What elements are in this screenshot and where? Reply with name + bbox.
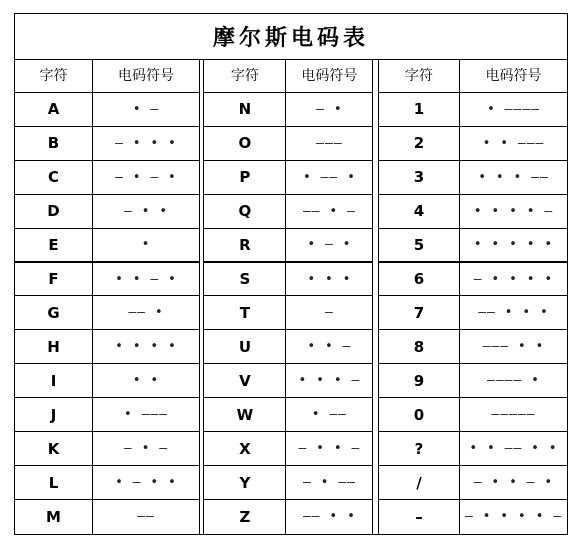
code-cell: – • • [123,203,169,219]
table-row [204,93,372,127]
table-row [15,195,199,229]
char-cell: E [15,229,93,261]
table-row [379,432,567,466]
char-cell: 5 [379,229,460,261]
char-cell: 4 [379,195,460,228]
code-cell: • • • – [298,373,361,389]
table-row [379,330,567,364]
code-cell: • • ––– [482,135,545,151]
table-row [379,195,567,229]
code-cell: • • • –– [478,169,549,185]
code-cell: • –––– [487,101,540,117]
table-row [204,161,372,195]
char-cell: 6 [379,263,460,296]
char-cell: T [204,296,286,329]
table-row [204,466,372,500]
code-cell: • –– • [302,169,356,185]
char-cell: 3 [379,161,460,194]
char-cell: F [15,263,93,296]
code-cell: • – • [307,237,352,253]
table-row [379,263,567,297]
code-cell: – • • • [115,135,177,151]
char-cell: N [204,93,286,126]
code-cell: – • • • • [473,271,554,287]
table-row [204,398,372,432]
code-cell: ––––– [491,407,536,423]
header-char: 字符 [204,59,286,92]
table-columns [15,59,567,534]
table-row [15,229,199,263]
table-row [379,161,567,195]
column-block-2 [204,59,373,534]
table-row [15,263,199,297]
table-row [379,229,567,263]
code-cell: • • [132,373,160,389]
code-cell: • • • [307,271,352,287]
code-cell: –––– • [487,373,540,389]
table-row [204,195,372,229]
header-char: 字符 [15,59,93,92]
table-row [15,296,199,330]
char-cell: S [204,263,286,296]
code-cell: – • • – [298,441,361,457]
char-cell: 8 [379,330,460,363]
char-cell: K [15,432,93,465]
char-cell: 9 [379,364,460,397]
char-cell: A [15,93,93,126]
table-row [379,500,567,534]
char-cell: J [15,398,93,431]
char-cell: D [15,195,93,228]
char-cell: G [15,296,93,329]
char-cell: P [204,161,286,194]
code-cell: • ––– [123,407,169,423]
table-row [379,127,567,161]
table-row [204,432,372,466]
table-row [204,364,372,398]
code-cell: – • • – • [473,475,554,491]
table-row [204,229,372,263]
code-cell: – • – • [115,169,177,185]
char-cell: 0 [379,398,460,431]
char-cell: C [15,161,93,194]
table-row [15,466,199,500]
table-row [379,398,567,432]
char-cell: V [204,364,286,397]
header-code: 电码符号 [485,68,542,85]
table-row [379,296,567,330]
table-row [379,466,567,500]
code-cell: – • – [123,441,169,457]
char-cell: 1 [379,93,460,126]
header-code: 电码符号 [118,68,174,85]
code-cell: – • • • • – [464,509,563,525]
code-cell: • • • • – [473,203,554,219]
header-row [15,59,199,93]
char-cell: Q [204,195,286,228]
morse-code-table [14,13,568,535]
char-cell: I [15,364,93,397]
code-cell: –– • – [302,203,356,219]
code-cell: • [141,237,151,253]
char-cell: / [379,466,460,499]
header-row [379,59,567,93]
code-cell: –– • • • [478,305,549,321]
table-row [204,500,372,534]
char-cell: M [15,500,93,534]
char-cell: H [15,330,93,363]
code-cell: • • • • • [473,237,554,253]
table-row [379,93,567,127]
code-cell: ––– [316,135,343,151]
code-cell: • • – • [115,271,177,287]
column-block-3 [379,59,567,534]
column-block-1 [15,59,200,534]
code-cell: ––– • • [482,339,545,355]
table-row [15,364,199,398]
table-row [204,263,372,297]
code-cell: –– • • [302,509,356,525]
code-cell: • • • • [115,339,177,355]
header-code: 电码符号 [301,68,358,85]
table-row [204,127,372,161]
table-row [15,93,199,127]
char-cell: L [15,466,93,499]
char-cell: R [204,229,286,261]
char-cell: 2 [379,127,460,160]
code-cell: – [325,305,334,321]
table-row [15,500,199,534]
char-cell: W [204,398,286,431]
table-row [15,127,199,161]
char-cell: Y [204,466,286,499]
header-char: 字符 [379,59,460,92]
table-row [15,432,199,466]
table-row [379,364,567,398]
code-cell: • • – [307,339,352,355]
char-cell: X [204,432,286,465]
code-cell: – • [316,101,343,117]
table-title: 摩尔斯电码表 [15,14,567,60]
char-cell: ? [379,432,460,465]
code-cell: • – [132,101,160,117]
table-row [15,398,199,432]
code-cell: • –– [311,407,348,423]
char-cell: 7 [379,296,460,329]
table-row [15,330,199,364]
char-cell: O [204,127,286,160]
code-cell: – • –– [302,475,356,491]
code-cell: • • –– • • [469,441,558,457]
char-cell: – [379,500,460,534]
char-cell: Z [204,500,286,534]
table-row [204,330,372,364]
code-cell: –– [137,509,155,525]
char-cell: U [204,330,286,363]
code-cell: • – • • [115,475,177,491]
code-cell: –– • [128,305,164,321]
table-row [15,161,199,195]
char-cell: B [15,127,93,160]
table-row [204,296,372,330]
header-row [204,59,372,93]
